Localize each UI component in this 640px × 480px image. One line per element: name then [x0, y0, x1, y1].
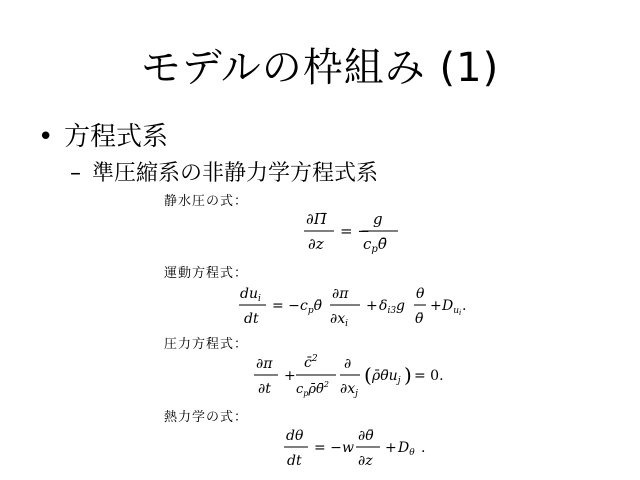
svg-text:dt: dt	[244, 311, 259, 327]
equation-label-hydrostatic: 静水圧の式：	[164, 194, 249, 209]
bullet-level2	[70, 156, 378, 187]
svg-text:= −: = −	[272, 298, 300, 314]
svg-text:∂z: ∂z	[308, 235, 324, 253]
bullet-text: 方程式系	[64, 122, 169, 152]
equation-momentum	[236, 278, 466, 334]
svg-text:∂xj: $\partial x_j$	[340, 381, 358, 399]
svg-text:Dθ: $D_\theta$	[398, 440, 415, 458]
svg-text:∂θ̄: ∂θ̄	[358, 428, 374, 444]
svg-text:+: +	[284, 368, 296, 384]
svg-text:δi3g: $\delta_{i3}g$	[379, 298, 406, 316]
svg-text:.: .	[462, 298, 467, 314]
svg-text:w: w	[342, 440, 354, 456]
svg-text:+: +	[385, 440, 397, 456]
svg-text:.: .	[421, 440, 426, 456]
svg-text:= 0.: = 0.	[414, 368, 444, 384]
equation-label-thermodynamic: 熱力学の式：	[164, 410, 249, 425]
equation-pressure	[252, 348, 452, 408]
bullet-text: 準圧縮系の非静力学方程式系	[92, 161, 379, 186]
svg-text:c̄2: c̄$^2$	[304, 354, 318, 371]
slide-title: モデルの枠組み (1)	[140, 45, 500, 91]
svg-text:∂t: ∂t	[258, 381, 271, 397]
svg-text:= −: = −	[314, 440, 342, 456]
svg-text:(: (	[364, 363, 372, 387]
svg-text:∂π: ∂π	[332, 286, 349, 302]
svg-text:dθ: dθ	[286, 428, 304, 444]
svg-text:∂π: ∂π	[256, 356, 273, 372]
equation-thermodynamic	[282, 422, 432, 480]
svg-text:dui: $du_i$	[240, 286, 261, 304]
svg-text:ρ̄θ̄uj: $\rhō\thetāu_j$	[372, 368, 401, 386]
svg-text:∂z: ∂z	[358, 453, 373, 469]
svg-text:cpρ̄θ̄2: $c_p\rhō\thetā^2$	[296, 380, 329, 398]
bullet-marker: •	[38, 122, 54, 152]
svg-text:∂Π̄: ∂Π̄	[306, 210, 327, 228]
svg-text:∂xi: $\partial x_i$	[330, 311, 349, 329]
svg-text:θ̄: θ̄	[415, 311, 424, 327]
svg-text:+: +	[430, 298, 442, 314]
svg-text:g: g	[373, 210, 383, 228]
svg-text:+: +	[366, 298, 378, 314]
svg-text:Dui: $D_ui$	[442, 298, 462, 317]
svg-text:): )	[404, 363, 412, 387]
equation-label-pressure: 圧力方程式：	[164, 337, 249, 352]
bullet-level1	[38, 116, 168, 153]
svg-text:∂: ∂	[344, 356, 352, 372]
svg-text:= −: = −	[340, 222, 370, 240]
svg-text:dt: dt	[287, 453, 302, 469]
svg-text:cpθ̄: $c_p\thetā$	[300, 298, 323, 316]
svg-text:θ: θ	[416, 286, 425, 302]
svg-text:cpθ̄: $c_p\thetā$	[363, 235, 387, 255]
equation-hydrostatic	[300, 204, 410, 260]
equation-label-momentum: 運動方程式：	[164, 266, 249, 281]
dash-marker: –	[70, 161, 81, 186]
